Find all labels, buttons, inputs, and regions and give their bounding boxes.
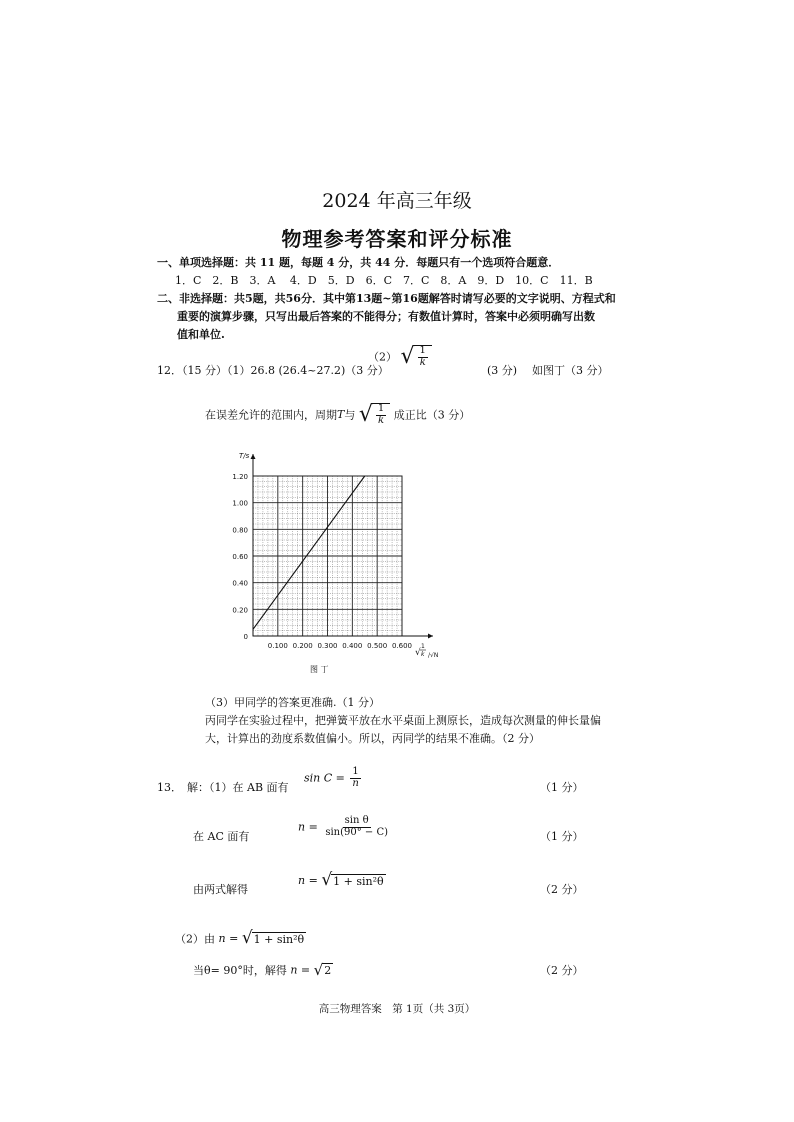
q12-number: 12． [157,364,182,377]
q12-sqrt-one-over-k [401,345,432,368]
chart-series [253,476,365,629]
x-label-unit: /√N [428,652,439,659]
q13-number: 13． [157,781,182,794]
x-label-num: 1 [421,643,425,650]
formula2-den: sin(90° − C) [325,826,388,838]
chart-caption: 图 丁 [310,665,329,674]
q13-formula2 [298,816,392,838]
sqrt-sign: √ [400,343,415,369]
q12-part2-label: （2） [368,350,397,364]
x-tick-label: 0.600 [391,642,413,650]
conclusion-sqrt [359,403,390,426]
q13-line1-score: （1 分） [540,781,584,794]
line5-pre: 当θ= 90°时，解得 [193,964,287,977]
x-tick-label: 0.500 [367,642,388,650]
x-tick-label: 0.200 [292,642,313,650]
q12-part3-line1: （3）甲同学的答案更准确.（1 分） [205,696,380,709]
page-title: 物理参考答案和评分标准 [281,227,513,251]
q12-see-figure: 如图丁（3 分） [532,364,609,377]
conclusion-T: T [337,408,345,421]
frac-numerator: 1 [419,345,426,356]
q13-line3-pre: 由两式解得 [193,883,248,896]
sqrt-sign: √ [358,401,373,427]
chart-labels [232,452,438,659]
chart-grid [253,476,402,636]
formula4-radicand: 1 + sin²θ [253,932,305,946]
formula1-lhs: sin C = [304,771,345,785]
frac-numerator: 1 [377,403,385,414]
y-tick-label: 1.00 [232,499,248,508]
conclusion-mid: 与 [344,408,356,422]
fit-line [253,476,365,629]
x-tick-label: 0.400 [342,642,363,650]
x-tick-label: 0.100 [267,642,288,650]
section1-answers: 1．C 2．B 3．A 4．D 5．D 6．C 7．C 8．A 9．D 10．C 11．B [175,274,593,287]
y-tick-label: 0.80 [232,526,248,535]
x-label-sqrt-sign: √ [415,648,421,658]
year-grade-title: 2024 年高三年级 [322,190,472,212]
formula1-num: 1 [352,766,359,777]
conclusion-post: 成正比（3 分） [393,408,471,422]
frac-denominator: k [378,414,385,426]
y-tick-label: 1.20 [232,473,248,481]
section1-heading: 一、单项选择题：共 11 题，每题 4 分，共 44 分．每题只有一个选项符合题意． [157,256,560,269]
q13-line3-score: （2 分） [540,883,584,896]
formula3-lhs: n = [298,874,318,887]
q12-line1 [157,362,389,378]
sqrt-sign: √ [241,928,253,948]
sqrt-sign: √ [321,870,333,890]
q12-score-total: （15 分） [182,364,227,377]
formula1-den: n [352,777,359,789]
x-tick-label: 0.300 [317,642,338,650]
q13-line4 [175,930,306,947]
y-tick-label: 0 [243,633,248,641]
formula3-radicand: 1 + sin²θ [333,874,384,888]
q13-line5 [193,962,333,978]
q12-part3-line3: 大，计算出的劲度系数值偏小。所以，丙同学的结果不准确。（2 分） [205,732,540,745]
line4-pre: （2）由 [175,932,215,946]
q13-line2-score: （1 分） [540,830,584,843]
formula5-radicand: 2 [324,964,332,977]
section2-heading-line1: 二、非选择题：共5题，共56分．其中第13题~第16题解答时请写必要的文字说明、方程式和 [157,292,616,305]
q12-score-part2: (3 分) [487,364,518,377]
section2-heading-line3: 值和单位. [177,328,225,341]
y-tick-label: 0.40 [232,579,248,588]
frac-denominator: k [419,356,426,368]
q12-part2 [368,345,432,368]
formula2-lhs: n = [298,820,318,834]
section2-heading-line2: 重要的演算步骤，只写出最后答案的不能得分；有数值计算时，答案中必须明确写出数 [177,310,595,323]
q12-conclusion [205,403,470,426]
q13-line5-score: （2 分） [540,964,584,977]
formula5-lhs: n = [290,963,311,977]
formula2-num: sin θ [344,815,369,826]
conclusion-pre: 在误差允许的范围内，周期 [205,408,337,422]
y-tick-label: 0.20 [232,606,248,615]
q13-formula1 [304,767,363,789]
x-axis-arrow [428,634,433,639]
page-footer: 高三物理答案 第 1页（共 3页） [318,1003,476,1015]
figure-ding-chart [225,448,445,678]
y-tick-label: 0.60 [232,553,248,561]
q12-part3-line2: 丙同学在实验过程中，把弹簧平放在水平桌面上测原长，造成每次测量的伸长量偏 [205,714,601,727]
formula4-lhs: n = [218,932,239,945]
y-axis-label: T/s [239,452,250,460]
sqrt-sign: √ [313,960,324,979]
q13-line1-pre: 解：（1）在 AB 面有 [187,781,289,794]
q12-part1: （1）26.8 (26.4~27.2)（3 分） [227,364,389,377]
q13-formula3 [298,872,386,889]
q13-line2-pre: 在 AC 面有 [193,830,250,843]
y-axis-arrow [251,454,256,459]
x-label-den: k [421,651,425,658]
